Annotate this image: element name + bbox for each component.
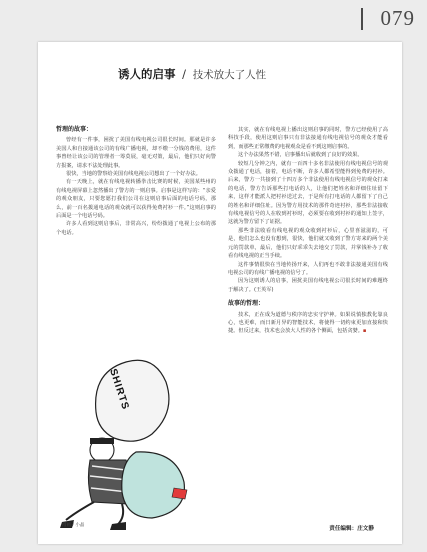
illustration-credit: 漫画 / 小晶 <box>62 523 85 528</box>
paragraph: 有一天晚上，就在有线电视转播拳击比赛的时候，美国某些州的有线电视屏幕上忽然播出了警方的一则启事。启事是这样写的：“亲爱的观众朋友，只要您愿打我们公司在这则启事后面的电话号码，那么，前一百名拨通电话的观众就可以获得免费衬衫一件。”这则启事的后面是一个电话号码。 <box>56 179 216 220</box>
story-heading: 哲理的故事： <box>56 126 93 133</box>
paragraph: 许多人看到这则启事后，非常高兴，纷纷拨通了电视上公布的那个电话。 <box>56 221 216 236</box>
paragraph: 较短几分钟之内，就有一百四十多名非法使用有线电视信号的观众拨通了电话，接着，电话不断，许多人都希望能得到免费的衬衫。后来，警方一共接到了十四万多个非法使用有线电视信号的观众打来的电话，警方告诉那些打电话的人，让他们把姓名和详细住址留下来，这样才能派人把衬衫送过去，于是所有打电话的人都留下了自己的姓名和详细住址。因为警方用技术的那件奇迹衬衫，那些非法接收有线电视信号的人在收到衬衫时，必须要在收到衬衫的通知上签字，这就为警方留下了证据。 <box>228 160 388 226</box>
page-number-bar <box>361 8 363 30</box>
paragraph: 其实，就在有线电视上播出这则启事的同时，警方已经使用了高科技手段，使用这则启事只有非法接通有线电视信号的观众才能看到，而那些正常缴费的电视观众是看不到这则启事的。 <box>228 127 388 150</box>
paragraph: 很快，当地的警察给美国有线电视公司想出了一个好办法。 <box>66 171 201 178</box>
philosophy-heading: 故事的哲理： <box>228 300 265 308</box>
paragraph: 这个办法果然不错，启事播出后就收到了良好的效果。 <box>238 152 363 159</box>
article-page <box>38 42 402 544</box>
right-column <box>228 126 388 336</box>
page-number: 079 <box>380 6 415 30</box>
title-sub: 技术放大了人性 <box>192 69 267 81</box>
left-column <box>56 126 216 237</box>
bag-text: SHIRTS <box>107 367 131 412</box>
title-main: 诱人的启事 <box>118 67 176 81</box>
title-separator: / <box>182 67 187 81</box>
editor-credit: 责任编辑：庄文静 <box>329 526 374 532</box>
article-title <box>118 66 378 82</box>
cartoon-illustration <box>56 342 206 532</box>
end-mark: ▪ <box>362 328 367 335</box>
paragraph: 那些非法收看有线电视的观众收到衬衫后，心里喜滋滋的，可是，他们怎么也没有想到，很快，他们就又收到了警方寄来的两个美元的罚款单，最后，他们只好乖乖失去地交了罚款，并掌钱补办了收看有线电视的正当手续。 <box>228 227 388 260</box>
paragraph: 曾经有一件事，困扰了美国有线电视公司很长时间。那就是许多美国人和自接通该公司的有线广播电视，却不缴一分钱的费用，这件事曾经让该公司的管理者一筹莫展，毫无对策，最后，他们只好向警方报案，请求不法处理此事。 <box>56 137 216 169</box>
paragraph: 因为这则诱人的启事，困扰美国有线电视公司很长时间的难题终于解决了。(王英军) <box>228 278 388 293</box>
paragraph: 这件事情很快在当地传扬开来，人们再也不敢非法接通美国有线电视公司的有线广播电视的信号了。 <box>228 261 388 276</box>
philosophy-text: 技术，正在成为道德与秩序的忠实守护神。如果说慎独教化靠良心，也更难，而日新月异的智能技术，将使得一切约束更加直接和快捷。但反过来，技术也会放大人性的各个侧面，包括贪婪。▪ <box>228 311 388 335</box>
